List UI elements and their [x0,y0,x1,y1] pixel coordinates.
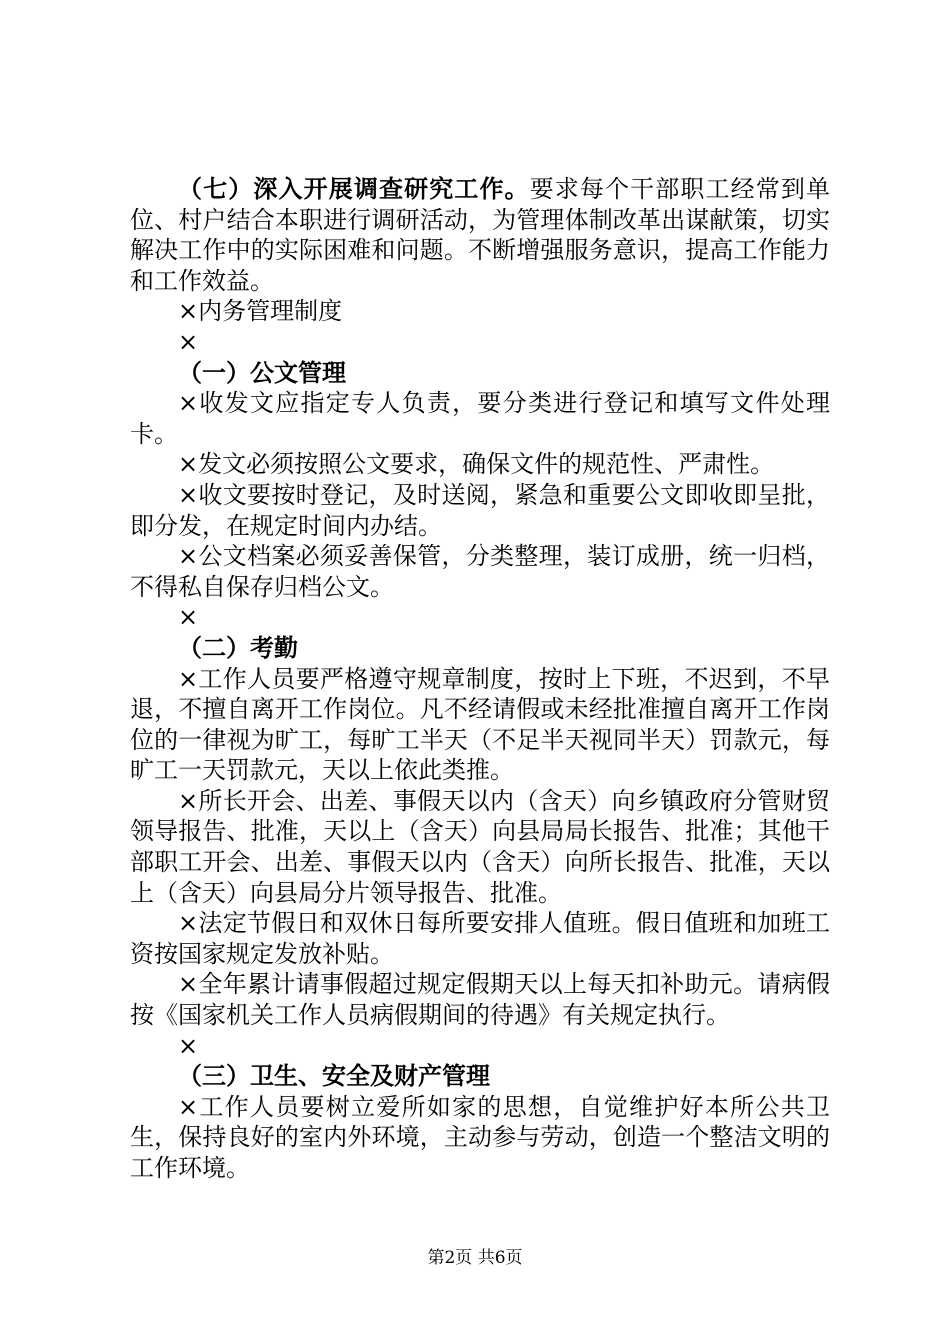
paragraph-lead: （七）深入开展调查研究工作。 [178,174,530,203]
section-heading-documents: （一）公文管理 [178,357,346,387]
paragraph-leave-approval: ×所长开会、出差、事假天以内（含天）向乡镇政府分管财贸领导报告、批准，天以上（含天）向县局局长报告、批准；其他干部职工开会、出差、事假天以内（含天）向所长报告、批准，天以上（含天）向县局分片领导报告、批准。 [130,786,830,907]
paragraph-internal-rules: ×内务管理制度 [178,297,343,326]
paragraph-holiday-duty: ×法定节假日和双休日每所要安排人值班。假日值班和加班工资按国家规定发放补贴。 [130,909,830,968]
paragraph-hygiene: ×工作人员要树立爱所如家的思想，自觉维护好本所公共卫生，保持良好的室内外环境，主动参与劳动，创造一个整洁文明的工作环境。 [130,1092,830,1182]
paragraph-doc-receipt: ×收发文应指定专人负责，要分类进行登记和填写文件处理卡。 [130,389,830,448]
document-body [130,174,830,1184]
section-heading-attendance: （二）考勤 [178,632,298,662]
paragraph-doc-archive: ×公文档案必须妥善保管，分类整理，装订成册，统一归档，不得私自保存归档公文。 [130,542,830,601]
paragraph-marker: × [178,603,199,632]
paragraph-attendance-rules: ×工作人员要严格遵守规章制度，按时上下班，不迟到，不早退，不擅自离开工作岗位。凡不经请假或未经批准擅自离开工作岗位的一律视为旷工，每旷工半天（不足半天视同半天）罚款元，每旷工一天罚款元，天以上依此类推。 [130,664,830,785]
page-number: 第2页 共6页 [427,1248,523,1268]
paragraph-research [130,174,830,296]
paragraph-marker: × [178,1031,199,1060]
paragraph-leave-deduction: ×全年累计请事假超过规定假期天以上每天扣补助元。请病假按《国家机关工作人员病假期间的待遇》有关规定执行。 [130,970,830,1030]
paragraph-text: 要求每个干部职工经常到单位、村户结合本职进行调研活动，为管理体制改革出谋献策，切实解决工作中的实际困难和问题。不断增强服务意识，提高工作能力和工作效益。 [130,175,831,295]
paragraph-doc-register: ×收文要按时登记，及时送阅，紧急和重要公文即收即呈批，即分发，在规定时间内办结。 [130,480,830,540]
paragraph-marker: × [178,327,199,356]
section-heading-hygiene-safety: （三）卫生、安全及财产管理 [178,1061,490,1091]
paragraph-doc-issue: ×发文必须按照公文要求，确保文件的规范性、严肃性。 [178,450,775,479]
